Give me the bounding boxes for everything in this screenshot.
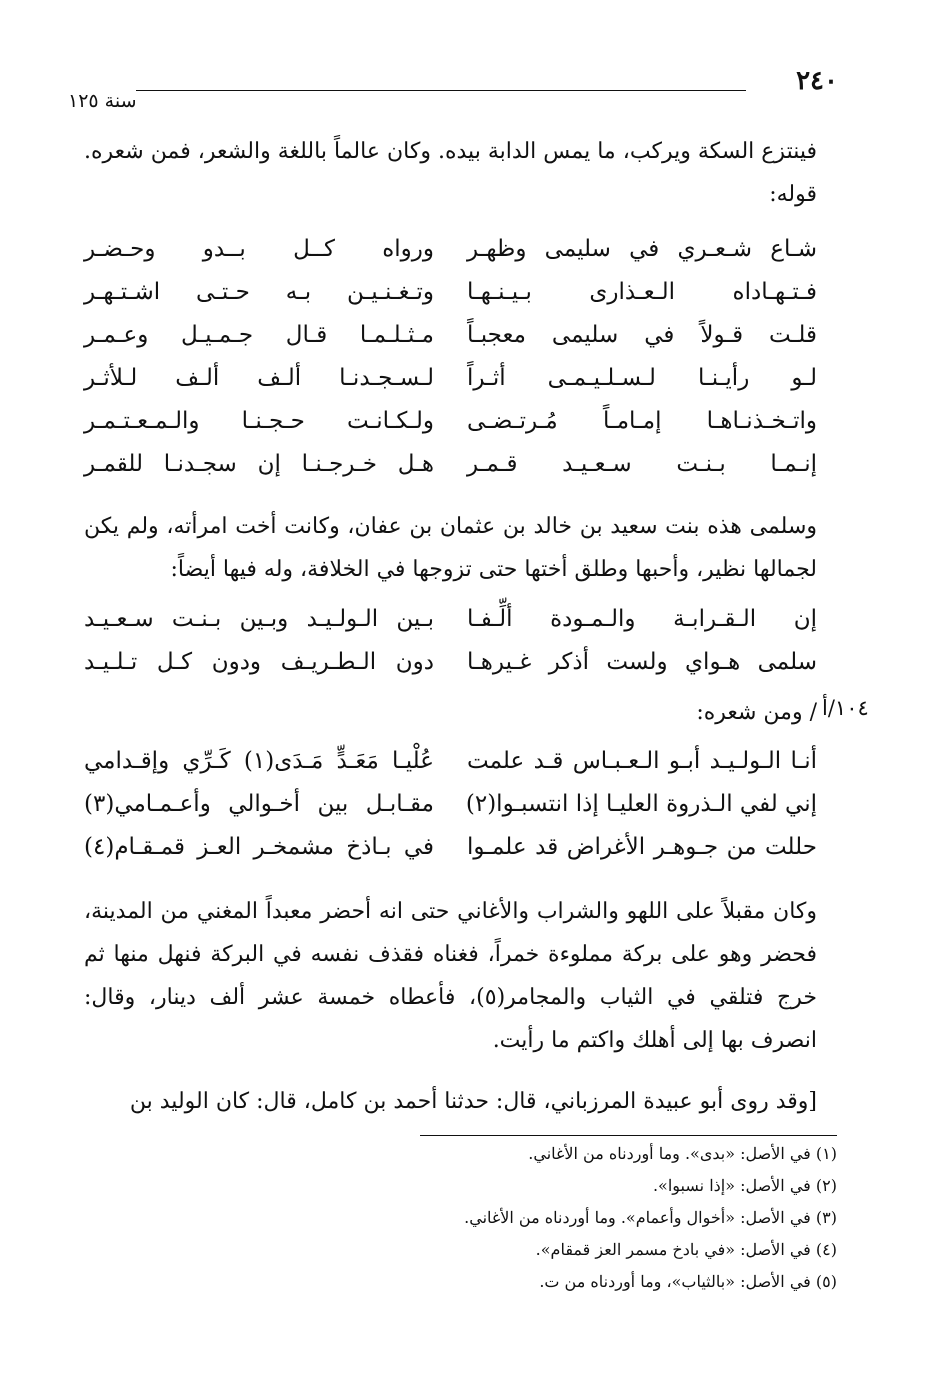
verse-second-hemistich: في بـاذخ مشمخـر العـز قمـقـام(٤)	[84, 834, 434, 860]
verse-first-hemistich: إني لفي الـذروة العليـا إذا انتسبـوا(٢)	[465, 791, 817, 817]
manuscript-folio-note: ١٠٤/أ	[822, 696, 869, 720]
footnote: (١) في الأصل: «بدى». وما أوردناه من الأغاني.	[528, 1144, 837, 1163]
verse-first-hemistich: شـاع شـعـري في سليمى وظهـر	[467, 236, 817, 262]
footnote: (٤) في الأصل: «في بادخ مسمر العز قمقام».	[535, 1240, 837, 1259]
verse-second-hemistich: ورواه كــل بــدو وحـضـر	[84, 236, 434, 262]
poem-line	[84, 322, 817, 365]
verse-second-hemistich: دون الـطـريـف ودون كـل تـلـيـد	[84, 649, 434, 675]
paragraph-mabad: وكان مقبلاً على اللهو والشراب والأغاني حتى انه أحضر معبداً المغني من المدينة، فحضر وهو على بركة مملوءة خمراً، فغناه فقذف نفسه في البركة فنهل منها ثم خرج فتلقي في الثياب والمجامر(٥)، فأعطاه خمسة عشر ألف دينار، وقال: انصرف بها إلى أهلك واكتم ما رأيت.	[84, 899, 817, 1053]
poem-kinship	[84, 606, 817, 692]
verse-second-hemistich: هـل خـرجـنـا إن سجـدنـا للقمـر	[84, 451, 434, 477]
poem-line	[84, 236, 817, 279]
verse-first-hemistich: إن الـقـرابـة والـمـودة ألِّـفـا	[467, 606, 817, 632]
year-label: سنة ١٢٥	[68, 90, 137, 112]
verse-second-hemistich: مـثـلـمـا قـال جـمـيـل وعـمـر	[84, 322, 434, 348]
header-rule	[136, 90, 746, 91]
footnote: (٥) في الأصل: «بالثياب»، وما أوردناه من ت.	[539, 1272, 837, 1291]
verse-first-hemistich: قلـت قـولاً في سليمى معجبـاً	[467, 322, 817, 348]
verse-second-hemistich: ولـكـانـت حـجـنـا والـمـعـتـمـر	[84, 408, 434, 434]
footnote-rule	[420, 1135, 837, 1136]
verse-second-hemistich: عُلْيـا مَعَـدٍّ مَـدَى(١) كَـرِّي وإقـدامي	[84, 748, 434, 774]
paragraph-salma: وسلمى هذه بنت سعيد بن خالد بن عثمان بن عفان، وكانت أخت امرأته، ولم يكن لجمالها نظير، وأحبها وطلق أختها حتى تزوجها في الخلافة، وله فيها أيضاً:	[84, 514, 817, 582]
page-number: ٢٤٠	[796, 66, 838, 96]
poem-line	[84, 365, 817, 408]
page-header	[68, 66, 838, 116]
poem-line	[84, 791, 817, 834]
verse-first-hemistich: أنـا الـولـيـد أبـو الـعـبـاس قـد علمت	[467, 748, 817, 774]
verse-second-hemistich: بـين الـولـيـد وبـين بـنـت سـعـيـد	[84, 606, 434, 632]
verse-first-hemistich: إنـمـا بـنـت سـعـيـد قـمـر	[467, 451, 817, 477]
poem-line	[84, 279, 817, 322]
verse-first-hemistich: واتـخـذنـاهـا إمـامـاً مُـرتـضـى	[467, 408, 817, 434]
poem-line	[84, 649, 817, 692]
poem-intro: / ومن شعره:	[696, 700, 817, 725]
poem-walid	[84, 748, 817, 877]
verse-first-hemistich: سلمى هـواي ولست أذكر غـيرهـا	[467, 649, 817, 675]
verse-first-hemistich: فـتـهـاداه الـعـذارى بـيـنـهـا	[467, 279, 817, 305]
verse-first-hemistich: لـو رأيـنـا لـسـلـيـمـى أثـراً	[467, 365, 817, 391]
footnote: (٢) في الأصل: «إذا نسبوا».	[652, 1176, 837, 1195]
verse-second-hemistich: مقـابـل بين أخـوالي وأعـمـامي(٣)	[84, 791, 434, 817]
footnotes	[464, 1138, 837, 1298]
footnote: (٣) في الأصل: «أخوال وأعمام». وما أوردناه من الأغاني.	[464, 1208, 837, 1227]
poem-line	[84, 408, 817, 451]
paragraph-narration: [وقد روى أبو عبيدة المرزباني، قال: حدثنا أحمد بن كامل، قال: كان الوليد بن	[129, 1089, 817, 1114]
poem-salma	[84, 236, 817, 494]
verse-second-hemistich: وتـغـنـيـن بـه حـتـى اشـتـهـر	[84, 279, 434, 305]
poem-line	[84, 606, 817, 649]
verse-second-hemistich: لـسـجـدنـا ألـف ألـف لـلأثـر	[84, 365, 434, 391]
poem-line	[84, 451, 817, 494]
poem-line	[84, 834, 817, 877]
paragraph-intro: فينتزع السكة ويركب، ما يمس الدابة بيده. وكان عالماً باللغة والشعر، فمن شعره. قوله:	[84, 139, 817, 207]
poem-line	[84, 748, 817, 791]
verse-first-hemistich: حللت من جـوهـر الأغراض قد علمـوا	[467, 834, 817, 860]
